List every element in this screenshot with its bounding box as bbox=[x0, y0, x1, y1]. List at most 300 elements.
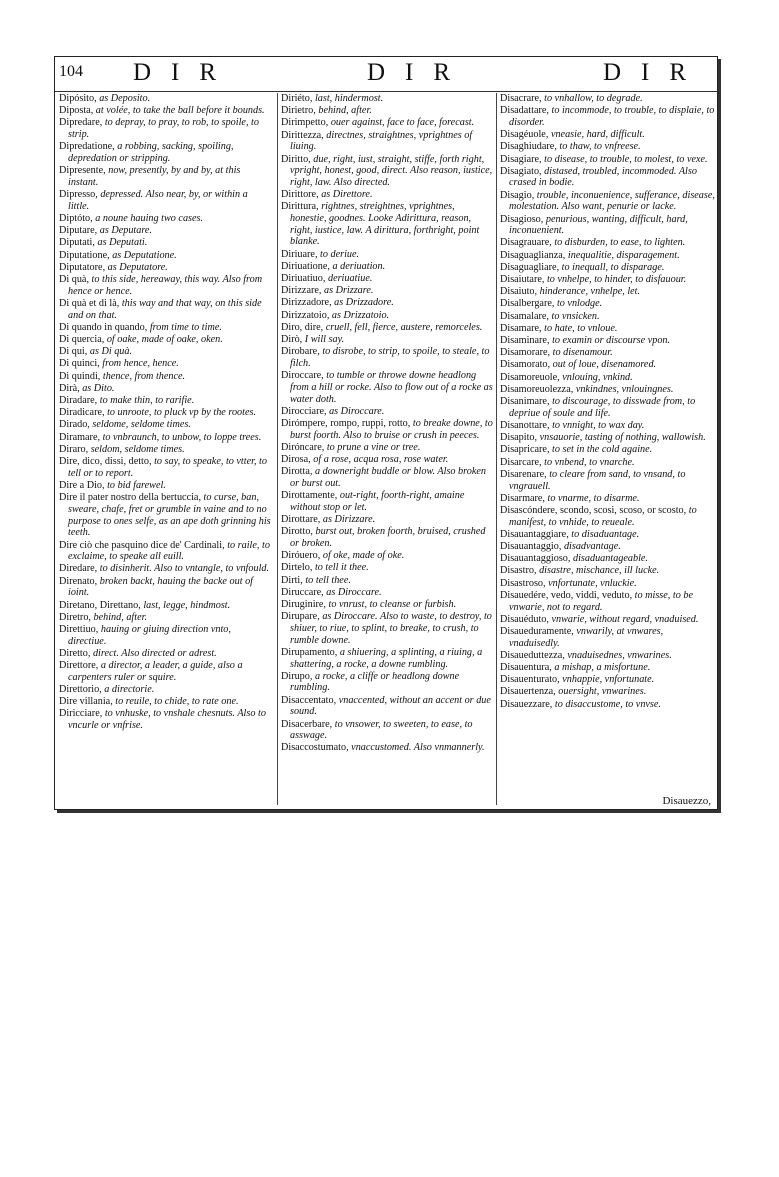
entry-definition: burst out, broken foorth, bruised, crushed or broken. bbox=[290, 526, 486, 550]
dictionary-entry bbox=[59, 250, 271, 262]
entry-headword: Di quercia, bbox=[59, 334, 105, 346]
entry-definition: thence, from thence. bbox=[102, 370, 186, 382]
entry-headword: Dirimpetto, bbox=[281, 117, 329, 129]
entry-headword: Disauentura, bbox=[500, 662, 552, 674]
entry-definition: to examin or discourse vpon. bbox=[552, 335, 671, 347]
entry-definition: to disenamour. bbox=[552, 347, 613, 359]
entry-definition: to manifest, to vnhide, to reueale. bbox=[509, 504, 697, 528]
column-right bbox=[496, 93, 715, 805]
entry-headword: Diricciare, bbox=[59, 708, 103, 720]
entry-definition: as Deputati. bbox=[97, 237, 148, 249]
dictionary-entry bbox=[281, 562, 493, 574]
dictionary-entry bbox=[500, 359, 715, 371]
dictionary-entry bbox=[281, 322, 493, 334]
dictionary-entry bbox=[500, 432, 715, 444]
entry-headword: Diriéto, bbox=[281, 93, 313, 104]
entry-headword: Direnato, bbox=[59, 575, 98, 587]
entry-definition: as Deputatione. bbox=[112, 249, 177, 261]
dictionary-entry bbox=[281, 130, 493, 153]
entry-headword: Di quà, bbox=[59, 274, 89, 286]
dictionary-entry bbox=[500, 674, 715, 686]
dictionary-entry bbox=[59, 165, 271, 188]
entry-definition: to vnlodge. bbox=[556, 298, 603, 310]
entry-definition: to vnsicken. bbox=[551, 310, 600, 322]
entry-definition: to breake downe, to burst foorth. Also to bruise or crush in peeces. bbox=[290, 417, 493, 441]
entry-definition: from time to time. bbox=[149, 321, 222, 333]
dictionary-entry bbox=[281, 550, 493, 562]
dictionary-entry bbox=[500, 541, 715, 553]
entry-definition: disastre, mischance, ill lucke. bbox=[539, 565, 660, 577]
entry-headword: Dire a Dio, bbox=[59, 480, 105, 491]
entry-headword: Disamalare, bbox=[500, 310, 549, 322]
entry-definition: cruell, fell, fierce, austere, remorceles. bbox=[325, 321, 483, 333]
entry-definition: to depray, to pray, to rob, to spoile, to strip. bbox=[68, 117, 259, 141]
entry-definition: rightnes, streightnes, vprightnes, honestie, goodnes. Looke Adirittura, reason, right, iustice, law. A dirittura, forthright, point blanke. bbox=[290, 201, 480, 248]
dictionary-entry bbox=[500, 154, 715, 166]
dictionary-entry bbox=[281, 249, 493, 261]
entry-definition: vnwarily, at vnwares, vnaduisedly. bbox=[509, 625, 664, 649]
entry-headword: Disaminare, bbox=[500, 335, 550, 347]
entry-headword: Diruccare, bbox=[281, 586, 324, 598]
entry-definition: hauing or giuing direction vnto, directiue. bbox=[68, 623, 231, 647]
dictionary-entry bbox=[500, 505, 715, 528]
entry-definition: now, presently, by and by, at this instant. bbox=[68, 165, 241, 188]
entry-headword: Di quindi, bbox=[59, 370, 101, 382]
entry-definition: vnaduisednes, vnwarines. bbox=[567, 649, 672, 661]
entry-headword: Di quà et di là, bbox=[59, 297, 120, 309]
dictionary-entry bbox=[281, 466, 493, 489]
dictionary-entry bbox=[59, 93, 271, 105]
entry-headword: Diptóto, bbox=[59, 213, 93, 225]
entry-definition: inequalitie, disparagement. bbox=[567, 249, 680, 261]
entry-headword: Disaueduramente, bbox=[500, 625, 574, 637]
dictionary-entry bbox=[281, 454, 493, 466]
dictionary-entry bbox=[59, 492, 271, 539]
entry-headword: Disauantaggioso, bbox=[500, 553, 571, 565]
dictionary-entry bbox=[59, 334, 271, 346]
entry-definition: to vnbend, to vnarche. bbox=[544, 456, 635, 468]
entry-definition: to vnbraunch, to unbow, to loppe trees. bbox=[102, 431, 262, 443]
entry-definition: to disaccustome, to vnvse. bbox=[554, 698, 661, 710]
entry-definition: directnes, straightnes, vprightnes of liuing. bbox=[290, 129, 473, 153]
entry-headword: Dirupo, bbox=[281, 670, 313, 682]
entry-headword: Dirittura, bbox=[281, 201, 319, 213]
entry-headword: Disastro, bbox=[500, 565, 537, 577]
entry-definition: out of loue, disenamored. bbox=[552, 359, 657, 371]
entry-headword: Dirottare, bbox=[281, 514, 321, 526]
entry-headword: Diróuero, bbox=[281, 550, 321, 562]
entry-definition: to disrobe, to strip, to spoile, to steale, to filch. bbox=[290, 346, 490, 369]
entry-headword: Dire il pater nostro della bertuccia, bbox=[59, 492, 201, 504]
entry-headword: Dirobare, bbox=[281, 346, 320, 358]
entry-definition: to make thin, to rarifie. bbox=[99, 395, 195, 407]
entry-definition: last, legge, hindmost. bbox=[143, 599, 231, 611]
entry-headword: Diputare, bbox=[59, 225, 98, 237]
entry-headword: Disagio, bbox=[500, 189, 535, 201]
dictionary-entry bbox=[281, 695, 493, 718]
entry-headword: Diredare, bbox=[59, 563, 98, 575]
entry-definition: to this side, hereaway, this way. Also from hence or hence. bbox=[68, 274, 263, 297]
entry-headword: Dirti, bbox=[281, 574, 303, 586]
entry-definition: distased, troubled, incommoded. Also crased in bodie. bbox=[509, 165, 697, 189]
dictionary-entry bbox=[59, 322, 271, 334]
entry-headword: Disamoreuolezza, bbox=[500, 383, 574, 395]
dictionary-entry bbox=[500, 237, 715, 249]
entry-definition: to reuile, to chide, to rate one. bbox=[115, 696, 239, 708]
entry-headword: Diretto, bbox=[59, 647, 91, 659]
entry-headword: Dirado, bbox=[59, 419, 90, 431]
dictionary-entry bbox=[59, 684, 271, 696]
entry-definition: to vnhallow, to degrade. bbox=[544, 93, 643, 104]
entry-headword: Disauantaggiare, bbox=[500, 528, 569, 540]
dictionary-entry bbox=[59, 696, 271, 708]
dictionary-entry bbox=[59, 540, 271, 563]
dictionary-entry bbox=[281, 93, 493, 105]
entry-definition: a directorie. bbox=[104, 683, 155, 695]
entry-headword: Diriuatiuo, bbox=[281, 273, 326, 285]
dictionary-entry bbox=[500, 323, 715, 335]
entry-headword: Dirittezza, bbox=[281, 129, 324, 141]
entry-definition: as Direttore. bbox=[321, 189, 373, 201]
entry-headword: Disastroso, bbox=[500, 577, 546, 589]
entry-headword: Disagiato, bbox=[500, 165, 542, 177]
entry-headword: Disamare, bbox=[500, 322, 542, 334]
entry-headword: Disauéduto, bbox=[500, 613, 549, 625]
entry-headword: Dirizzadore, bbox=[281, 297, 332, 309]
dictionary-entry bbox=[59, 444, 271, 456]
dictionary-entry bbox=[59, 383, 271, 395]
entry-headword: Disaiutare, bbox=[500, 274, 545, 286]
dictionary-entry bbox=[500, 650, 715, 662]
dictionary-entry bbox=[281, 418, 493, 441]
running-header bbox=[55, 57, 717, 92]
entry-definition: vneasie, hard, difficult. bbox=[550, 129, 645, 141]
dictionary-entry bbox=[59, 708, 271, 731]
entry-definition: trouble, inconuenience, sufferance, disease, molestation. Also want, penurie or lacke. bbox=[509, 189, 715, 213]
dictionary-entry bbox=[500, 129, 715, 141]
entry-headword: Disarenare, bbox=[500, 468, 547, 480]
dictionary-entry bbox=[59, 600, 271, 612]
entry-definition: to set in the cold againe. bbox=[552, 444, 653, 456]
entry-definition: behind, after. bbox=[318, 105, 372, 117]
dictionary-entry bbox=[59, 395, 271, 407]
entry-definition: to inequall, to disparage. bbox=[561, 261, 665, 273]
entry-headword: Disaguaglianza, bbox=[500, 249, 566, 261]
entry-definition: of a rose, acqua rosa, rose water. bbox=[313, 454, 449, 466]
dictionary-entry bbox=[281, 647, 493, 670]
dictionary-entry bbox=[281, 587, 493, 599]
dictionary-entry bbox=[281, 406, 493, 418]
dictionary-entry bbox=[500, 469, 715, 492]
dictionary-entry bbox=[59, 456, 271, 479]
dictionary-entry bbox=[281, 334, 493, 346]
entry-definition: last, hindermost. bbox=[314, 93, 384, 104]
entry-definition: to vnrust, to cleanse or furbish. bbox=[328, 599, 457, 611]
entry-definition: at volée, to take the ball before it bounds. bbox=[95, 105, 265, 117]
dictionary-entry bbox=[500, 529, 715, 541]
entry-definition: to say, to speake, to vtter, to tell or to report. bbox=[68, 456, 267, 479]
entry-definition: a noune hauing two cases. bbox=[95, 213, 204, 225]
entry-headword: Di qui, bbox=[59, 346, 88, 358]
entry-headword: Disamorato, bbox=[500, 359, 551, 371]
entry-definition: vnkindnes, vnlouingnes. bbox=[575, 383, 674, 395]
dictionary-entry bbox=[281, 599, 493, 611]
dictionary-entry bbox=[59, 419, 271, 431]
entry-headword: Disaueduttezza, bbox=[500, 649, 565, 661]
entry-headword: Dirupare, bbox=[281, 611, 320, 623]
entry-headword: Diriuare, bbox=[281, 248, 318, 260]
entry-definition: I will say. bbox=[304, 334, 345, 346]
entry-definition: vnaccented, without an accent or due sound. bbox=[290, 694, 491, 718]
entry-definition: to incommode, to trouble, to displaie, to disorder. bbox=[509, 105, 715, 128]
entry-definition: penurious, wanting, difficult, hard, inconuenient. bbox=[509, 213, 688, 237]
entry-headword: Dirizzatoio, bbox=[281, 309, 330, 321]
dictionary-entry bbox=[500, 553, 715, 565]
dictionary-entry bbox=[281, 273, 493, 285]
entry-definition: ouersight, vnwarines. bbox=[558, 686, 647, 698]
entry-definition: as Deputare. bbox=[99, 225, 153, 237]
entry-definition: seldom, seldome times. bbox=[90, 443, 185, 455]
entry-definition: as Deposito. bbox=[99, 93, 151, 104]
dictionary-entry bbox=[500, 686, 715, 698]
entry-headword: Disauedére, vedo, viddi, veduto, bbox=[500, 589, 633, 601]
entry-definition: to misse, to be vnwarie, not to regard. bbox=[509, 589, 693, 613]
dictionary-entry bbox=[500, 457, 715, 469]
entry-definition: a robbing, sacking, spoiling, depredation or stripping. bbox=[68, 141, 234, 165]
entry-definition: to curse, ban, sweare, chafe, fret or grumble in vaine and to no purpose to ones selfe, as an ape doth grinning his teeth. bbox=[68, 492, 271, 539]
entry-definition: broken backt, hauing the backe out of ioint. bbox=[68, 575, 253, 599]
entry-headword: Diretro, bbox=[59, 611, 91, 623]
dictionary-entry bbox=[500, 384, 715, 396]
entry-definition: a director, a leader, a guide, also a carpenters ruler or squire. bbox=[68, 660, 243, 683]
dictionary-entry bbox=[59, 612, 271, 624]
dictionary-entry bbox=[281, 201, 493, 248]
entry-headword: Dirtelo, bbox=[281, 562, 313, 574]
dictionary-entry bbox=[500, 396, 715, 419]
dictionary-entry bbox=[500, 347, 715, 359]
column-left bbox=[59, 93, 271, 805]
entry-definition: hinderance, vnhelpe, let. bbox=[539, 286, 641, 298]
entry-definition: vnsauorie, tasting of nothing, wallowish. bbox=[539, 432, 706, 444]
entry-definition: as Dito. bbox=[82, 382, 115, 394]
dictionary-entry bbox=[500, 190, 715, 213]
entry-definition: of oke, made of oke. bbox=[322, 550, 405, 562]
dictionary-entry bbox=[500, 578, 715, 590]
dictionary-entry bbox=[281, 442, 493, 454]
dictionary-entry bbox=[500, 274, 715, 286]
dictionary-entry bbox=[59, 563, 271, 575]
entry-definition: as Diroccare. bbox=[329, 405, 385, 417]
entry-headword: Diputatore, bbox=[59, 261, 106, 273]
dictionary-entry bbox=[500, 444, 715, 456]
dictionary-entry bbox=[500, 626, 715, 649]
dictionary-entry bbox=[500, 614, 715, 626]
entry-headword: Disagrauare, bbox=[500, 237, 552, 249]
entry-headword: Disauantaggio, bbox=[500, 541, 562, 553]
dictionary-entry bbox=[281, 105, 493, 117]
entry-headword: Dire villania, bbox=[59, 696, 113, 708]
dictionary-entry bbox=[281, 297, 493, 309]
dictionary-entry bbox=[59, 371, 271, 383]
entry-headword: Disamoreuole, bbox=[500, 371, 560, 383]
dictionary-entry bbox=[59, 237, 271, 249]
dictionary-entry bbox=[281, 261, 493, 273]
entry-definition: vnhappie, vnfortunate. bbox=[562, 674, 655, 686]
entry-headword: Disaiuto, bbox=[500, 286, 538, 298]
dictionary-entry bbox=[59, 576, 271, 599]
entry-headword: Diradicare, bbox=[59, 407, 105, 419]
entry-headword: Disagiare, bbox=[500, 153, 542, 165]
entry-headword: Dirò, bbox=[281, 334, 303, 346]
dictionary-entry bbox=[281, 514, 493, 526]
entry-definition: of oake, made of oake, oken. bbox=[106, 334, 223, 346]
entry-headword: Diróncare, bbox=[281, 441, 325, 453]
entry-headword: Diriuatione, bbox=[281, 260, 330, 272]
dictionary-entry bbox=[59, 346, 271, 358]
dictionary-entry bbox=[500, 298, 715, 310]
entry-definition: as Dirizzare. bbox=[322, 514, 376, 526]
dictionary-entry bbox=[500, 166, 715, 189]
entry-headword: Disaguagliare, bbox=[500, 261, 560, 273]
entry-definition: to disburden, to ease, to lighten. bbox=[554, 237, 686, 249]
entry-headword: Dipredare, bbox=[59, 117, 103, 129]
entry-headword: Di quinci, bbox=[59, 358, 100, 370]
entry-headword: Disaccostumato, bbox=[281, 742, 349, 754]
entry-headword: Direttorio, bbox=[59, 683, 102, 695]
column-header-right: DIR bbox=[603, 59, 707, 86]
entry-headword: Disagéuole, bbox=[500, 129, 549, 141]
dictionary-entry bbox=[500, 565, 715, 577]
entry-headword: Dipósito, bbox=[59, 93, 97, 104]
entry-definition: deriuatiue. bbox=[327, 273, 373, 285]
entry-definition: behind, after. bbox=[93, 611, 147, 623]
entry-headword: Dirottamente, bbox=[281, 490, 338, 502]
dictionary-entry bbox=[500, 699, 715, 711]
dictionary-entry bbox=[500, 335, 715, 347]
entry-headword: Dire, dico, dissi, detto, bbox=[59, 456, 152, 468]
entry-definition: from hence, hence. bbox=[102, 358, 179, 370]
dictionary-entry bbox=[59, 624, 271, 647]
entry-definition: as Deputatore. bbox=[107, 261, 168, 273]
dictionary-entry bbox=[59, 274, 271, 297]
entry-definition: a deriuation. bbox=[332, 260, 386, 272]
entry-definition: as Drizzare. bbox=[323, 285, 374, 297]
entry-definition: to vnhelpe, to hinder, to disfauour. bbox=[546, 274, 687, 286]
dictionary-entry bbox=[281, 117, 493, 129]
catchword: Disauezzo, bbox=[662, 795, 711, 807]
dictionary-entry bbox=[500, 662, 715, 674]
entry-definition: to unroote, to pluck vp by the rootes. bbox=[107, 407, 256, 419]
entry-headword: Di quando in quando, bbox=[59, 321, 148, 333]
entry-definition: ouer against, face to face, forecast. bbox=[330, 117, 475, 129]
dictionary-entry bbox=[500, 250, 715, 262]
entry-definition: disadvantage. bbox=[563, 541, 621, 553]
entry-headword: Dipredatione, bbox=[59, 141, 115, 153]
entry-definition: to disaduantage. bbox=[571, 528, 640, 540]
entry-headword: Disacrare, bbox=[500, 93, 542, 104]
entry-definition: disaduantageable. bbox=[573, 553, 648, 565]
entry-headword: Disaghiudare, bbox=[500, 141, 557, 153]
book-page bbox=[54, 56, 718, 810]
column-header-left: DIR bbox=[133, 59, 237, 86]
entry-definition: to vnnight, to wax day. bbox=[552, 419, 645, 431]
entry-headword: Diputatione, bbox=[59, 249, 110, 261]
dictionary-entry bbox=[500, 214, 715, 237]
dictionary-entry bbox=[59, 213, 271, 225]
dictionary-entry bbox=[500, 262, 715, 274]
dictionary-entry bbox=[59, 432, 271, 444]
dictionary-entry bbox=[281, 310, 493, 322]
entry-definition: to deriue. bbox=[320, 248, 360, 260]
dictionary-entry bbox=[59, 225, 271, 237]
entry-headword: Diritto, bbox=[281, 153, 311, 165]
entry-headword: Diradare, bbox=[59, 395, 98, 407]
entry-headword: Disauezzare, bbox=[500, 698, 553, 710]
entry-definition: as Di quà. bbox=[89, 346, 133, 358]
entry-definition: to thaw, to vnfreese. bbox=[559, 141, 641, 153]
entry-headword: Dirotta, bbox=[281, 466, 313, 478]
dictionary-entry bbox=[500, 141, 715, 153]
entry-definition: vnlouing, vnkind. bbox=[562, 371, 633, 383]
entry-definition: to raile, to exclaime, to speake all euill. bbox=[68, 539, 270, 563]
dictionary-entry bbox=[281, 154, 493, 189]
entry-headword: Dirosa, bbox=[281, 454, 311, 466]
entry-definition: vnaccustomed. Also vnmannerly. bbox=[351, 742, 485, 754]
entry-definition: this way and that way, on this side and on that. bbox=[68, 297, 262, 321]
entry-headword: Disanimare, bbox=[500, 396, 550, 408]
entry-definition: to tumble or throwe downe headlong from a hill or rocke. Also to flow out of a rocke as water doth. bbox=[290, 370, 493, 405]
entry-headword: Dirocciare, bbox=[281, 405, 327, 417]
entry-headword: Disacerbare, bbox=[281, 718, 333, 730]
entry-headword: Disaccentato, bbox=[281, 694, 337, 706]
dictionary-entry bbox=[59, 189, 271, 212]
column-middle bbox=[277, 93, 493, 805]
entry-headword: Dirupamento, bbox=[281, 646, 338, 658]
entry-definition: a shiuering, a splinting, a riuing, a shattering, a rocke, a downe rumbling. bbox=[290, 646, 483, 670]
dictionary-entry bbox=[281, 526, 493, 549]
entry-definition: to vnsower, to sweeten, to ease, to asswage. bbox=[290, 718, 473, 742]
entry-definition: to disease, to trouble, to molest, to vexe. bbox=[544, 153, 708, 165]
entry-headword: Disagioso, bbox=[500, 213, 544, 225]
entry-headword: Dipresente, bbox=[59, 165, 106, 177]
entry-definition: out-right, foorth-right, amaine without stop or let. bbox=[290, 490, 465, 513]
entry-headword: Direttiuo, bbox=[59, 623, 99, 635]
entry-headword: Dirómpere, rompo, ruppi, rotto, bbox=[281, 417, 411, 429]
dictionary-entry bbox=[59, 648, 271, 660]
entry-headword: Diretano, Direttano, bbox=[59, 599, 141, 611]
entry-headword: Diroccare, bbox=[281, 370, 324, 382]
entry-definition: depressed. Also near, by, or within a little. bbox=[68, 189, 248, 212]
entry-headword: Disamorare, bbox=[500, 347, 551, 359]
dictionary-entry bbox=[500, 286, 715, 298]
dictionary-entry bbox=[281, 671, 493, 694]
entry-headword: Disascóndere, scondo, scosi, scoso, or scosto, bbox=[500, 504, 687, 516]
entry-definition: to tell thee. bbox=[305, 574, 351, 586]
entry-definition: vnfortunate, vnluckie. bbox=[548, 577, 637, 589]
entry-headword: Dirizzare, bbox=[281, 285, 322, 297]
dictionary-entry bbox=[281, 575, 493, 587]
entry-definition: to bid farewel. bbox=[107, 480, 166, 491]
entry-definition: to vnarme, to disarme. bbox=[547, 492, 640, 504]
dictionary-entry bbox=[281, 370, 493, 405]
entry-definition: as Diroccare. bbox=[326, 586, 382, 598]
entry-definition: to vnhuske, to vnshale chesnuts. Also to vncurle or vnfrise. bbox=[68, 708, 266, 732]
entry-headword: Disapito, bbox=[500, 432, 538, 444]
entry-headword: Dipresso, bbox=[59, 189, 98, 201]
entry-headword: Dire ciò che pasquino dice de' Cardinali, bbox=[59, 539, 225, 551]
dictionary-entry bbox=[59, 298, 271, 321]
entry-definition: a rocke, a cliffe or headlong downe rumbling. bbox=[290, 670, 460, 694]
